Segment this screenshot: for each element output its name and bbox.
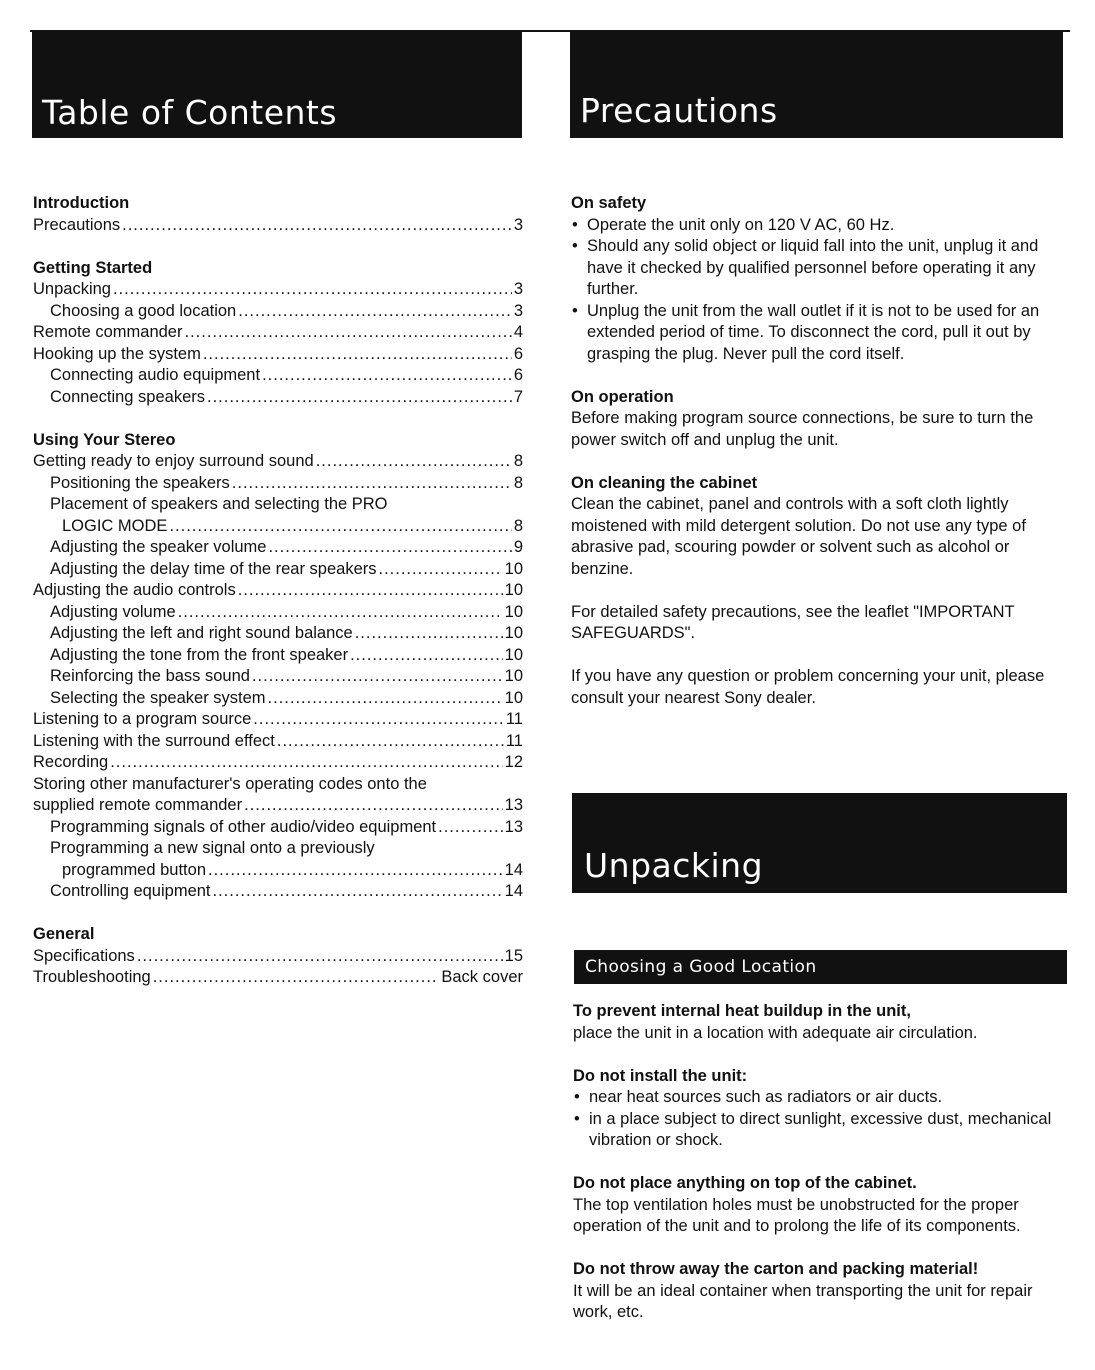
toc-section-heading: Getting Started <box>33 258 153 277</box>
list-item: • Should any solid object or liquid fall into the unit, unplug it and have it checked by qualified personnel before operating it any further. <box>571 236 1069 301</box>
toc-leader <box>232 473 512 495</box>
toc-leader <box>238 301 512 323</box>
toc-entry[interactable] <box>33 967 523 989</box>
toc-entry-page: 8 <box>513 452 523 470</box>
toc-leader <box>213 881 503 903</box>
location-section <box>573 1001 1069 1324</box>
toc-entry-label: Hooking up the system <box>33 344 201 363</box>
toc-entry-label-line1[interactable]: Storing other manufacturer's operating codes onto the <box>33 774 427 793</box>
cleaning-heading: On cleaning the cabinet <box>571 473 758 492</box>
toc-leader <box>153 967 440 989</box>
operation-heading: On operation <box>571 387 674 406</box>
toc-entry[interactable] <box>33 688 523 710</box>
unpacking-banner <box>572 793 1067 893</box>
choosing-location-subheader <box>574 950 1067 984</box>
toc-entry-label: programmed button <box>62 860 206 879</box>
toc-entry-label: Listening to a program source <box>33 710 252 728</box>
toc-entry-page: 11 <box>505 710 523 728</box>
toc-entry[interactable] <box>33 279 523 301</box>
safety-heading: On safety <box>571 194 647 212</box>
list-item: • in a place subject to direct sunlight, excessive dust, mechanical vibration or shock. <box>573 1109 1069 1152</box>
toc-entry[interactable] <box>33 387 523 409</box>
leaflet-text: For detailed safety precautions, see the leaflet "IMPORTANT SAFEGUARDS". <box>571 602 1015 642</box>
toc-entry[interactable] <box>33 881 523 903</box>
toc-entry-label-line1[interactable]: Placement of speakers and selecting the PRO <box>50 495 388 513</box>
toc-entry[interactable] <box>33 731 523 753</box>
install-heading: Do not install the unit: <box>573 1066 748 1085</box>
toc-entry-label: Precautions <box>33 215 121 234</box>
toc-entry-label: Unpacking <box>33 280 111 298</box>
heat-text: place the unit in a location with adequate air circulation. <box>573 1023 978 1042</box>
toc-entry[interactable] <box>33 322 523 344</box>
toc-entry-page: 8 <box>513 473 523 492</box>
toc-leader <box>438 817 503 839</box>
toc-entry-page: 12 <box>504 753 523 771</box>
toc-entry-page: 10 <box>504 624 523 642</box>
toc-entry[interactable] <box>33 365 523 387</box>
list-item: • Unplug the unit from the wall outlet if it is not to be used for an extended period of time. To disconnect the cord, pull it out by grasping the plug. Never pull the cord itself. <box>571 301 1069 366</box>
toc-entry-page: 10 <box>504 667 523 685</box>
toc-entry-page: 3 <box>513 280 523 298</box>
toc-entry-label: Adjusting the speaker volume <box>50 538 267 556</box>
toc-entry-page: 10 <box>504 602 523 621</box>
toc-entry-label: Adjusting the delay time of the rear speakers <box>50 559 377 578</box>
toc-entry[interactable] <box>33 602 523 624</box>
toc-leader <box>355 623 503 645</box>
toc-entry[interactable] <box>33 215 523 237</box>
toc-entry-page: 14 <box>504 882 523 900</box>
toc-entry-page: 10 <box>504 645 523 664</box>
toc-entry[interactable] <box>33 537 523 559</box>
toc-section-heading: General <box>33 925 95 943</box>
toc-leader <box>207 387 512 409</box>
toc-leader <box>316 451 512 473</box>
heat-heading: To prevent internal heat buildup in the unit, <box>573 1002 911 1020</box>
toc-entry-label: Getting ready to enjoy surround sound <box>33 452 314 470</box>
toc-leader <box>244 795 503 817</box>
toc-entry-page: 9 <box>513 538 523 556</box>
toc-leader <box>253 709 504 731</box>
toc-leader <box>208 860 503 882</box>
toc-entry[interactable] <box>33 666 523 688</box>
toc-entry-page: 6 <box>513 366 523 384</box>
toc-entry[interactable] <box>33 580 523 602</box>
toc-entry-label: Listening with the surround effect <box>33 731 275 750</box>
list-item: • near heat sources such as radiators or air ducts. <box>573 1087 1069 1109</box>
table-of-contents <box>33 193 523 989</box>
toc-entry-page: 4 <box>513 323 523 341</box>
unpacking-title: Unpacking <box>584 846 764 885</box>
toc-leader <box>238 580 503 602</box>
carton-heading: Do not throw away the carton and packing material! <box>573 1260 979 1278</box>
toc-entry[interactable] <box>33 752 523 774</box>
toc-entry-label: Controlling equipment <box>50 882 211 900</box>
top-heading: Do not place anything on top of the cabinet. <box>573 1174 917 1192</box>
list-item: • Operate the unit only on 120 V AC, 60 Hz. <box>571 215 1069 237</box>
carton-text: It will be an ideal container when transporting the unit for repair work, etc. <box>573 1281 1033 1321</box>
toc-entry-page: 13 <box>504 796 523 814</box>
toc-entry-page: 6 <box>513 344 523 363</box>
toc-entry-label: Reinforcing the bass sound <box>50 667 250 685</box>
toc-entry[interactable] <box>33 473 523 495</box>
toc-leader <box>178 602 503 624</box>
toc-leader <box>379 559 503 581</box>
toc-leader <box>169 516 511 538</box>
toc-entry[interactable] <box>33 516 523 538</box>
toc-leader <box>113 279 512 301</box>
toc-entry-page: 10 <box>504 581 523 599</box>
toc-section-heading: Using Your Stereo <box>33 430 176 449</box>
toc-entry-page: 10 <box>504 559 523 578</box>
toc-leader <box>252 666 503 688</box>
toc-leader <box>110 752 502 774</box>
toc-entry-page: 10 <box>504 688 523 707</box>
toc-section-heading: Introduction <box>33 194 130 212</box>
toc-entry-page: 11 <box>505 731 523 750</box>
toc-entry-label: Adjusting the audio controls <box>33 581 236 599</box>
toc-leader <box>203 344 512 366</box>
precautions-section <box>571 193 1069 709</box>
toc-entry-label: supplied remote commander <box>33 796 243 814</box>
toc-leader <box>184 322 511 344</box>
toc-entry-page: 15 <box>504 946 523 965</box>
toc-entry[interactable] <box>33 623 523 645</box>
dealer-text: If you have any question or problem concerning your unit, please consult your nearest Sony dealer. <box>571 667 1045 707</box>
toc-entry[interactable] <box>33 301 523 323</box>
top-text: The top ventilation holes must be unobstructed for the proper operation of the unit and to prolong the life of its components. <box>573 1195 1021 1235</box>
toc-leader <box>122 215 512 237</box>
toc-entry[interactable] <box>33 795 523 817</box>
toc-leader <box>268 537 511 559</box>
install-list <box>573 1087 1069 1152</box>
toc-banner <box>32 32 522 138</box>
toc-entry[interactable] <box>33 709 523 731</box>
precautions-title: Precautions <box>580 91 778 130</box>
toc-entry-label: Choosing a good location <box>50 301 237 320</box>
toc-entry-label: Recording <box>33 753 109 771</box>
toc-leader <box>350 645 503 667</box>
toc-entry-label: Adjusting the left and right sound balance <box>50 624 353 642</box>
toc-entry-label: Connecting speakers <box>50 387 206 406</box>
toc-title: Table of Contents <box>42 93 338 132</box>
toc-entry-page: 13 <box>504 817 523 836</box>
toc-entry[interactable] <box>33 559 523 581</box>
toc-leader <box>268 688 503 710</box>
toc-entry-page: 14 <box>504 860 523 879</box>
toc-entry-label: Troubleshooting <box>33 968 151 986</box>
toc-entry-page: 8 <box>513 516 523 535</box>
toc-entry[interactable] <box>33 946 523 968</box>
toc-entry[interactable] <box>33 344 523 366</box>
toc-entry-page: 3 <box>513 301 523 320</box>
toc-entry-label: Selecting the speaker system <box>50 688 266 707</box>
toc-leader <box>277 731 504 753</box>
toc-entry-label: Connecting audio equipment <box>50 366 261 384</box>
toc-entry-label: Programming signals of other audio/video equipment <box>50 817 437 836</box>
toc-entry-label: Adjusting volume <box>50 602 176 621</box>
operation-text: Before making program source connections, be sure to turn the power switch off and unplug the unit. <box>571 409 1034 449</box>
toc-entry-label-line1[interactable]: Programming a new signal onto a previously <box>50 839 375 857</box>
toc-leader <box>137 946 503 968</box>
toc-entry[interactable] <box>33 645 523 667</box>
toc-entry-label: Positioning the speakers <box>50 473 230 492</box>
toc-entry-page: 7 <box>513 387 523 406</box>
choosing-location-title: Choosing a Good Location <box>585 957 817 977</box>
cleaning-text: Clean the cabinet, panel and controls with a soft cloth lightly moistened with mild detergent solution. Do not use any type of abrasive pad, scouring powder or solvent such as alcohol or benzine. <box>571 495 1026 578</box>
toc-entry-page: 3 <box>513 215 523 234</box>
toc-entry[interactable] <box>33 817 523 839</box>
toc-entry[interactable] <box>33 451 523 473</box>
toc-entry-label: Adjusting the tone from the front speaker <box>50 645 349 664</box>
toc-entry-label: Specifications <box>33 946 135 965</box>
toc-entry[interactable] <box>33 860 523 882</box>
toc-entry-label: LOGIC MODE <box>62 516 168 535</box>
toc-entry-label: Remote commander <box>33 323 183 341</box>
safety-list <box>571 215 1069 366</box>
precautions-banner <box>570 32 1063 138</box>
toc-entry-page: Back cover <box>441 968 523 986</box>
toc-leader <box>262 365 512 387</box>
